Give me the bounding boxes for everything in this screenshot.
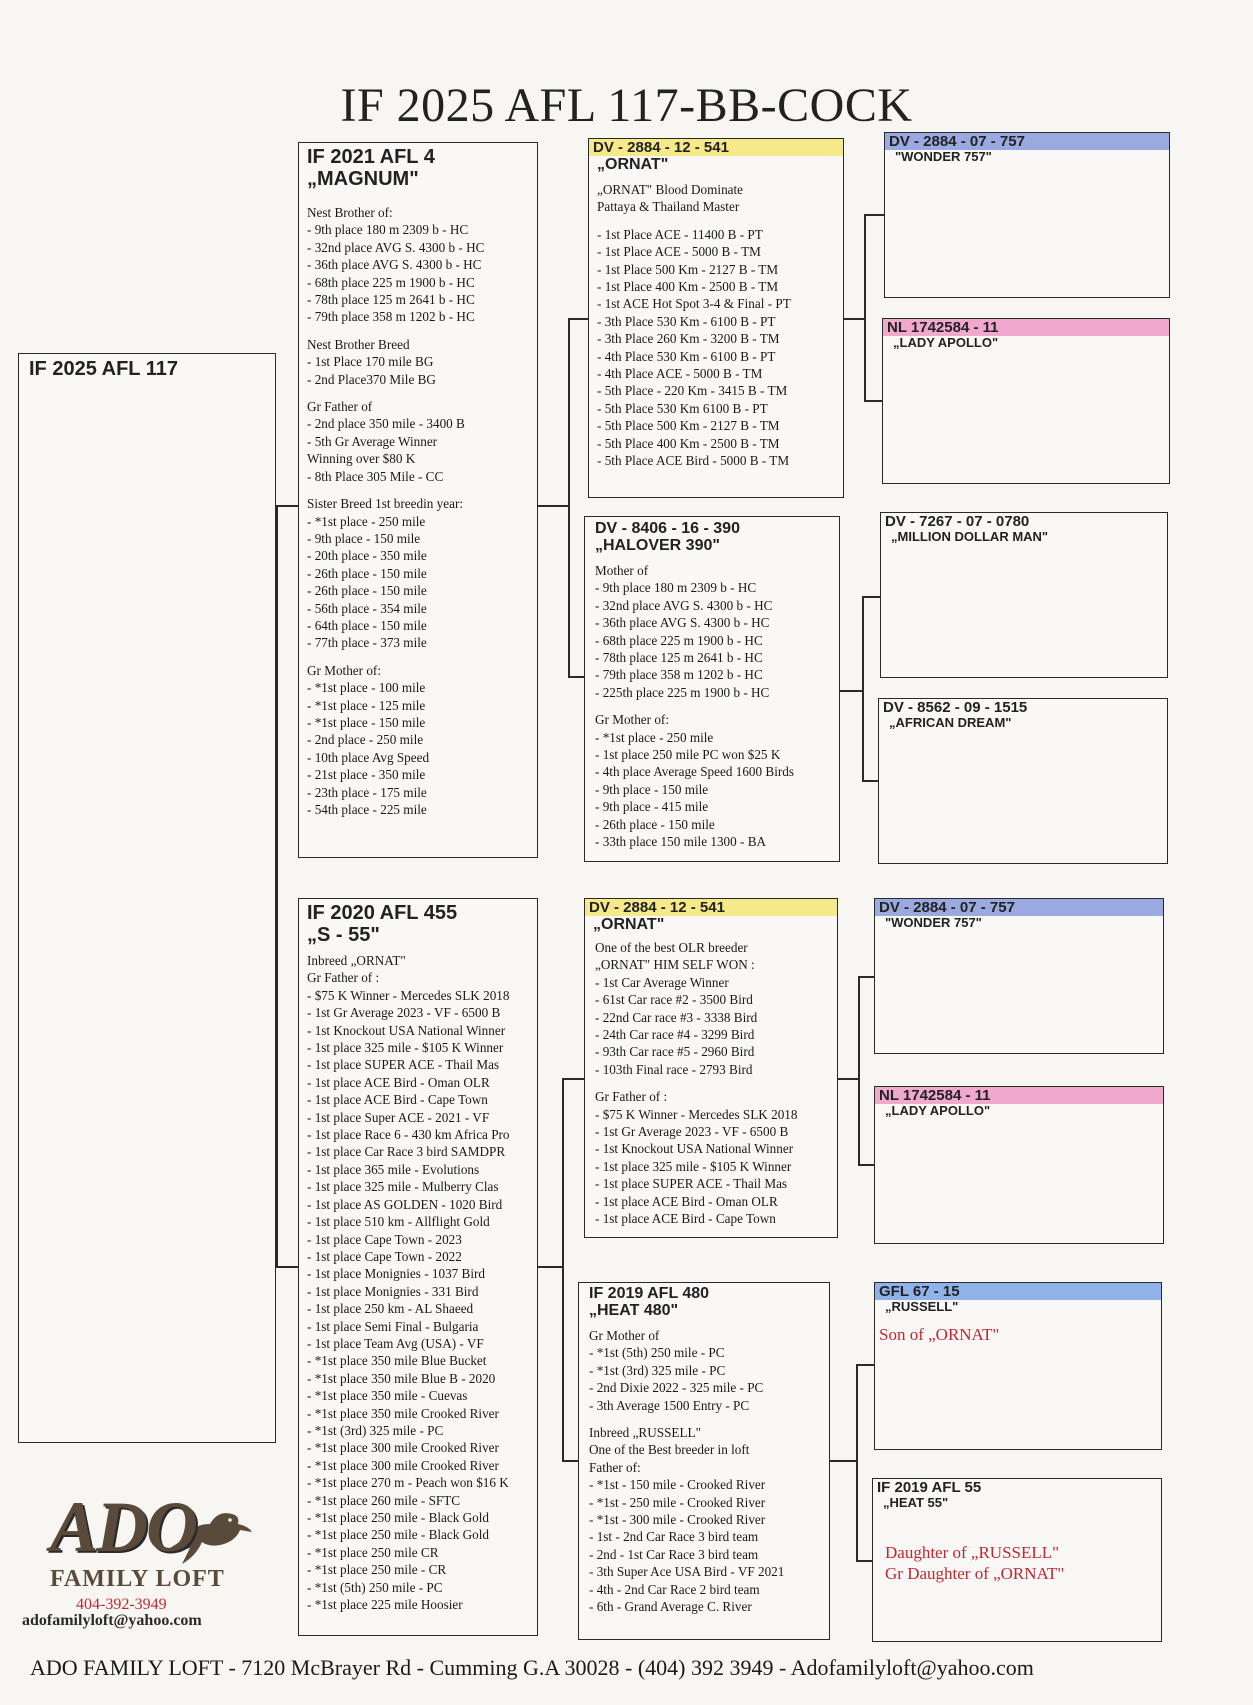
list-item: - 4th - 2nd Car Race 2 bird team — [589, 1581, 760, 1597]
list-item: Pattaya & Thailand Master — [597, 199, 740, 215]
dam-ring: IF 2020 AFL 455 — [307, 902, 458, 924]
ggp-8-note-2: Gr Daughter of „ORNAT" — [885, 1564, 1065, 1583]
list-item: - *1st place 350 mile Blue B - 2020 — [307, 1370, 496, 1386]
list-item: Gr Mother of: — [307, 662, 381, 678]
dam-dam-name: „HEAT 480" — [589, 1302, 679, 1319]
list-item: - 1st Place ACE - 11400 B - PT — [597, 226, 763, 242]
list-item: - 8th Place 305 Mile - CC — [307, 468, 444, 484]
list-item: Gr Father of — [307, 399, 373, 415]
list-item: - 56th place - 354 mile — [307, 600, 427, 616]
ggp-4-ring: DV - 8562 - 09 - 1515 — [883, 699, 1028, 716]
list-item: - 24th Car race #4 - 3299 Bird — [595, 1027, 755, 1043]
list-item: - *1st (3rd) 325 mile - PC — [589, 1362, 726, 1378]
list-item: - 1st ACE Hot Spot 3-4 & Final - PT — [597, 296, 791, 312]
sire-name: „MAGNUM" — [307, 168, 419, 190]
list-item: Gr Mother of: — [595, 712, 669, 728]
list-item: - 26th place - 150 mile — [307, 583, 427, 599]
list-item: - 1st Knockout USA National Winner — [595, 1141, 794, 1157]
ggp-7-note: Son of „ORNAT" — [879, 1325, 1000, 1344]
list-item: - $75 K Winner - Mercedes SLK 2018 — [595, 1106, 798, 1122]
list-item: - 1st Place 400 Km - 2500 B - TM — [597, 279, 779, 295]
sire-box — [298, 142, 538, 858]
list-item: - *1st - 250 mile - Crooked River — [589, 1494, 766, 1510]
list-item: - 3th Place 530 Km - 6100 B - PT — [597, 313, 776, 329]
connector — [856, 1364, 874, 1366]
list-item: Sister Breed 1st breedin year: — [307, 496, 464, 512]
list-item: - *1st place 250 mile CR — [307, 1544, 439, 1560]
list-item: - *1st place 350 mile Blue Bucket — [307, 1353, 487, 1369]
list-item: - 32nd place AVG S. 4300 b - HC — [307, 239, 485, 255]
connector — [858, 976, 860, 1166]
connector — [538, 1266, 562, 1268]
list-item: - 1st - 2nd Car Race 3 bird team — [589, 1529, 759, 1545]
list-item: - 77th place - 373 mile — [307, 635, 427, 651]
connector — [858, 976, 874, 978]
list-item: - 4th place Average Speed 1600 Birds — [595, 764, 794, 780]
list-item: Inbreed „ORNAT" — [307, 953, 406, 968]
list-item: - 1st place SUPER ACE - Thail Mas — [595, 1176, 788, 1192]
list-item: - 93th Car race #5 - 2960 Bird — [595, 1044, 755, 1060]
sire-sire-ring: DV - 2884 - 12 - 541 — [589, 139, 843, 156]
list-item: - *1st place 300 mile Crooked River — [307, 1440, 499, 1456]
sire-performance-list — [307, 204, 529, 818]
ggp-5-name: "WONDER 757" — [885, 915, 982, 930]
logo-email: adofamilyloft@yahoo.com — [22, 1612, 202, 1629]
list-item: - 2nd place 350 mile - 3400 B — [307, 416, 465, 432]
spacer — [595, 701, 829, 711]
connector — [276, 505, 298, 507]
ggp-8-ring: IF 2019 AFL 55 — [877, 1479, 982, 1496]
list-item: „ORNAT" Blood Dominate — [597, 182, 744, 197]
connector — [568, 676, 584, 678]
list-item: - 1st place Car Race 3 bird SAMDPR — [307, 1144, 506, 1160]
list-item: - *1st place - 150 mile — [307, 714, 426, 730]
spacer — [307, 652, 529, 662]
spacer — [307, 326, 529, 336]
list-item: - *1st place - 125 mile — [307, 697, 426, 713]
ggp-1-ring: DV - 2884 - 07 - 757 — [885, 133, 1169, 150]
list-item: - 4th Place 530 Km - 6100 B - PT — [597, 348, 776, 364]
list-item: - 1st place SUPER ACE - Thail Mas — [307, 1057, 500, 1073]
list-item: - *1st place 300 mile Crooked River — [307, 1457, 499, 1473]
list-item: - 1st place ACE Bird - Cape Town — [307, 1092, 488, 1108]
list-item: - *1st place - 250 mile — [595, 729, 714, 745]
connector — [864, 214, 866, 402]
spacer — [595, 1078, 837, 1088]
list-item: - 20th place - 350 mile — [307, 548, 427, 564]
connector — [568, 318, 570, 678]
ggp-box-7 — [874, 1282, 1162, 1450]
list-item: - 1st place Super ACE - 2021 - VF — [307, 1109, 490, 1125]
ggp-box-3 — [880, 512, 1168, 678]
ggp-1-name: "WONDER 757" — [895, 149, 992, 164]
sire-ring: IF 2021 AFL 4 — [307, 146, 435, 168]
spacer — [307, 485, 529, 495]
ggp-box-8 — [872, 1478, 1162, 1642]
list-item: - 9th place - 150 mile — [307, 530, 421, 546]
list-item: - 9th place 180 m 2309 b - HC — [307, 222, 469, 238]
connector — [856, 1560, 872, 1562]
logo-sub: FAMILY LOFT — [50, 1566, 225, 1592]
list-item: - 5th Gr Average Winner — [307, 433, 438, 449]
connector — [862, 596, 864, 782]
dam-sire-name: „ORNAT" — [593, 916, 665, 933]
list-item: - 2nd - 1st Car Race 3 bird team — [589, 1546, 759, 1562]
connector — [864, 214, 884, 216]
list-item: - *1st place - 250 mile — [307, 513, 426, 529]
list-item: - 1st Knockout USA National Winner — [307, 1022, 506, 1038]
list-item: - 26th place - 150 mile — [595, 816, 715, 832]
list-item: - 1st place ACE Bird - Oman OLR — [595, 1193, 778, 1209]
list-item: - 1st place Team Avg (USA) - VF — [307, 1335, 484, 1351]
list-item: - 1st place Monignies - 1037 Bird — [307, 1266, 486, 1282]
list-item: - *1st (5th) 250 mile - PC — [589, 1345, 725, 1361]
dam-dam-box — [578, 1282, 830, 1640]
list-item: - $75 K Winner - Mercedes SLK 2018 — [307, 987, 510, 1003]
list-item: - 68th place 225 m 1900 b - HC — [307, 274, 475, 290]
connector — [838, 1078, 858, 1080]
list-item: - 5th Place 500 Km - 2127 B - TM — [597, 418, 780, 434]
ggp-box-4 — [878, 698, 1168, 864]
list-item: - 1st place 510 km - Allflight Gold — [307, 1214, 490, 1230]
logo-main: ADO — [50, 1487, 197, 1567]
list-item: - 1st Car Average Winner — [595, 974, 729, 990]
ado-family-loft-logo — [14, 1478, 274, 1628]
list-item: - 32nd place AVG S. 4300 b - HC — [595, 597, 773, 613]
ggp-box-1 — [884, 132, 1170, 298]
connector — [840, 690, 862, 692]
list-item: - *1st place 270 m - Peach won $16 K — [307, 1475, 509, 1491]
spacer — [589, 1414, 819, 1424]
list-item: - *1st place 250 mile - Black Gold — [307, 1510, 490, 1525]
list-item: - *1st place 250 mile - Black Gold — [307, 1527, 490, 1543]
list-item: - 5th Place ACE Bird - 5000 B - TM — [597, 453, 790, 469]
ggp-3-ring: DV - 7267 - 07 - 0780 — [885, 513, 1030, 530]
ggp-6-ring: NL 1742584 - 11 — [875, 1087, 1163, 1104]
list-item: - 2nd Place370 Mile BG — [307, 371, 436, 387]
list-item: - 36th place AVG S. 4300 b - HC — [307, 257, 482, 273]
list-item: „ORNAT" HIM SELF WON : — [595, 957, 755, 973]
list-item: - 78th place 125 m 2641 b - HC — [595, 650, 763, 666]
connector — [538, 505, 568, 507]
list-item: - 1st Gr Average 2023 - VF - 6500 B — [595, 1124, 789, 1140]
dam-dam-performance-list — [589, 1327, 819, 1616]
list-item: - 5th Place 400 Km - 2500 B - TM — [597, 435, 780, 451]
spacer — [597, 216, 843, 226]
list-item: Gr Mother of — [589, 1328, 660, 1343]
list-item: - 1st place 325 mile - $105 K Winner — [595, 1158, 792, 1174]
sire-dam-box — [584, 516, 840, 862]
connector — [862, 596, 880, 598]
list-item: - 6th - Grand Average C. River — [589, 1599, 752, 1615]
list-item: - 36th place AVG S. 4300 b - HC — [595, 615, 770, 631]
ggp-7-ring: GFL 67 - 15 — [875, 1283, 1161, 1300]
connector — [858, 1164, 874, 1166]
dam-dam-ring: IF 2019 AFL 480 — [589, 1285, 710, 1302]
list-item: - 1st place Cape Town - 2023 — [307, 1231, 462, 1247]
list-item: - 3th Super Ace USA Bird - VF 2021 — [589, 1564, 785, 1580]
list-item: - 10th place Avg Speed — [307, 749, 430, 765]
connector — [276, 1266, 298, 1268]
sire-sire-box — [588, 138, 844, 498]
ggp-box-5 — [874, 898, 1164, 1054]
ggp-8-note: Daughter of „RUSSELL" — [885, 1543, 1060, 1562]
ggp-3-name: „MILLION DOLLAR MAN" — [891, 529, 1049, 544]
list-item: Gr Father of : — [307, 970, 380, 986]
list-item: - *1st (3rd) 325 mile - PC — [307, 1422, 444, 1438]
sire-sire-performance-list — [589, 181, 843, 470]
list-item: - 103th Final race - 2793 Bird — [595, 1061, 753, 1077]
list-item: One of the Best breeder in loft — [589, 1442, 750, 1458]
sire-dam-name: „HALOVER 390" — [595, 537, 720, 554]
ggp-7-name: „RUSSELL" — [885, 1299, 959, 1314]
list-item: - 4th Place ACE - 5000 B - TM — [597, 366, 763, 382]
connector — [568, 318, 588, 320]
list-item: - 9th place 180 m 2309 b - HC — [595, 580, 757, 596]
list-item: Nest Brother Breed — [307, 336, 410, 352]
list-item: - 2nd Dixie 2022 - 325 mile - PC — [589, 1380, 764, 1396]
sire-sire-name: „ORNAT" — [597, 156, 669, 173]
list-item: - 1st place 250 mile PC won $25 K — [595, 747, 781, 763]
connector — [562, 1078, 564, 1462]
list-item: - 33th place 150 mile 1300 - BA — [595, 834, 767, 850]
list-item: Father of: — [589, 1459, 641, 1475]
list-item: - 79th place 358 m 1202 b - HC — [307, 309, 475, 325]
list-item: One of the best OLR breeder — [595, 940, 748, 955]
connector — [862, 780, 878, 782]
list-item: - 1st place 325 mile - Mulberry Clas — [307, 1179, 499, 1195]
list-item: Inbreed „RUSSELL" — [589, 1425, 701, 1441]
list-item: - 1st place Cape Town - 2022 — [307, 1248, 462, 1264]
list-item: Gr Father of : — [595, 1089, 668, 1105]
list-item: - 1st place 325 mile - $105 K Winner — [307, 1040, 504, 1056]
list-item: - *1st place 350 mile - Cuevas — [307, 1388, 468, 1404]
spacer — [307, 388, 529, 398]
ggp-4-name: „AFRICAN DREAM" — [889, 715, 1012, 730]
dam-sire-box — [584, 898, 838, 1238]
list-item: - 1st place 250 km - AL Shaeed — [307, 1301, 474, 1317]
connector — [562, 1078, 584, 1080]
list-item: - 3th Place 260 Km - 3200 B - TM — [597, 331, 780, 347]
footer-contact: ADO FAMILY LOFT - 7120 McBrayer Rd - Cumming G.A 30028 - (404) 392 3949 - Adofamilyloft@yahoo.com — [30, 1655, 1034, 1680]
list-item: - 22nd Car race #3 - 3338 Bird — [595, 1009, 758, 1025]
list-item: - *1st place - 100 mile — [307, 680, 426, 696]
ggp-6-name: „LADY APOLLO" — [885, 1103, 991, 1118]
list-item: - 9th place - 150 mile — [595, 781, 709, 797]
list-item: - 1st place ACE Bird - Oman OLR — [307, 1074, 490, 1090]
ggp-box-2 — [882, 318, 1170, 484]
ggp-box-6 — [874, 1086, 1164, 1244]
ggp-5-ring: DV - 2884 - 07 - 757 — [875, 899, 1163, 916]
sire-dam-performance-list — [595, 562, 829, 851]
list-item: - 9th place - 415 mile — [595, 799, 709, 815]
dam-sire-ring: DV - 2884 - 12 - 541 — [585, 899, 837, 916]
ggp-2-name: „LADY APOLLO" — [893, 335, 999, 350]
ggp-2-ring: NL 1742584 - 11 — [883, 319, 1169, 336]
page-title: IF 2025 AFL 117-BB-COCK — [340, 79, 913, 132]
list-item: - 1st Place ACE - 5000 B - TM — [597, 244, 761, 260]
list-item: - *1st - 150 mile - Crooked River — [589, 1477, 766, 1493]
connector — [830, 1460, 856, 1462]
list-item: - 1st place 365 mile - Evolutions — [307, 1161, 480, 1177]
list-item: - 3th Average 1500 Entry - PC — [589, 1397, 750, 1413]
list-item: - 23th place - 175 mile — [307, 784, 427, 800]
list-item: - 79th place 358 m 1202 b - HC — [595, 667, 763, 683]
connector — [276, 505, 278, 1268]
list-item: - *1st place 350 mile Crooked River — [307, 1405, 499, 1421]
list-item: - *1st (5th) 250 mile - PC — [307, 1579, 443, 1595]
list-item: - 5th Place - 220 Km - 3415 B - TM — [597, 383, 788, 399]
list-item: - *1st place 250 mile - CR — [307, 1562, 447, 1578]
sire-dam-ring: DV - 8406 - 16 - 390 — [595, 520, 740, 537]
list-item: - *1st place 260 mile - SFTC — [307, 1492, 461, 1508]
list-item: Winning over $80 K — [307, 451, 416, 467]
connector — [856, 1364, 858, 1562]
dam-box — [298, 898, 538, 1636]
list-item: Nest Brother of: — [307, 205, 393, 220]
list-item: - 1st Place 500 Km - 2127 B - TM — [597, 261, 779, 277]
connector — [562, 1460, 578, 1462]
dam-performance-list — [307, 952, 529, 1613]
list-item: - 1st Place 170 mile BG — [307, 354, 434, 370]
list-item: - 2nd place - 250 mile — [307, 732, 424, 748]
list-item: - 54th place - 225 mile — [307, 802, 427, 817]
dam-sire-performance-list — [585, 939, 837, 1228]
list-item: - *1st place 225 mile Hoosier — [307, 1597, 463, 1613]
ggp-8-name: „HEAT 55" — [883, 1495, 949, 1510]
list-item: - 1st place ACE Bird - Cape Town — [595, 1211, 776, 1227]
subject-box — [18, 353, 276, 1443]
connector — [864, 400, 882, 402]
list-item: - 1st place Monignies - 331 Bird — [307, 1283, 479, 1299]
list-item: - 1st place AS GOLDEN - 1020 Bird — [307, 1196, 503, 1212]
list-item: - 64th place - 150 mile — [307, 617, 427, 633]
list-item: - 5th Place 530 Km 6100 B - PT — [597, 400, 768, 416]
dam-name: „S - 55" — [307, 924, 380, 946]
subject-ring: IF 2025 AFL 117 — [29, 358, 178, 380]
list-item: - 1st place Semi Final - Bulgaria — [307, 1318, 479, 1334]
list-item: - 21st place - 350 mile — [307, 767, 426, 783]
list-item: - 1st place Race 6 - 430 km Africa Pro — [307, 1127, 510, 1143]
logo-phone: 404-392-3949 — [76, 1596, 167, 1613]
list-item: - 1st Gr Average 2023 - VF - 6500 B — [307, 1005, 501, 1021]
list-item: - 68th place 225 m 1900 b - HC — [595, 632, 763, 648]
connector — [844, 318, 864, 320]
list-item: - 78th place 125 m 2641 b - HC — [307, 292, 475, 308]
list-item: - *1st - 300 mile - Crooked River — [589, 1512, 766, 1528]
list-item: - 225th place 225 m 1900 b - HC — [595, 684, 770, 700]
list-item: - 26th place - 150 mile — [307, 565, 427, 581]
list-item: - 61st Car race #2 - 3500 Bird — [595, 992, 753, 1008]
list-item: Mother of — [595, 563, 649, 578]
